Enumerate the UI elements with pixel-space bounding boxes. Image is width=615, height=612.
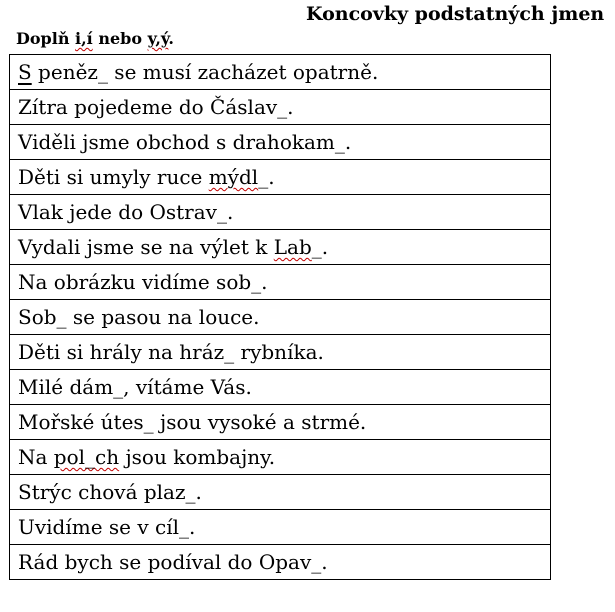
sentence-pre: Děti si hrály na hráz_ rybníka. xyxy=(18,340,324,364)
sentence-pre: Milé dám_, vítáme Vás. xyxy=(18,375,252,399)
sentence-pre: Rád bych se podíval do Opav_. xyxy=(18,550,328,574)
instruction-options-y: y,ý xyxy=(147,29,169,48)
sentence-cell[interactable] xyxy=(10,125,551,160)
sentence-cell[interactable] xyxy=(10,265,551,300)
sentence-pre: Sob_ se pasou na louce. xyxy=(18,305,260,329)
sentence-post: peněz_ se musí zacházet opatrně. xyxy=(31,60,379,84)
sentence-mark: Lab xyxy=(273,235,312,259)
sentence-cell[interactable] xyxy=(10,90,551,125)
sentence-post: _. xyxy=(311,235,329,259)
table-row xyxy=(10,195,551,230)
sentence-cell[interactable] xyxy=(10,440,551,475)
table-row xyxy=(10,265,551,300)
table-row xyxy=(10,160,551,195)
sentence-pre: Na obrázku vidíme sob_. xyxy=(18,270,268,294)
sentence-cell[interactable] xyxy=(10,545,551,580)
table-row xyxy=(10,90,551,125)
table-row xyxy=(10,370,551,405)
sentence-cell[interactable] xyxy=(10,195,551,230)
sentence-mark: S xyxy=(18,60,32,84)
table-row xyxy=(10,300,551,335)
table-row xyxy=(10,475,551,510)
sentence-cell[interactable] xyxy=(10,335,551,370)
sentence-cell[interactable] xyxy=(10,160,551,195)
instruction-middle: nebo xyxy=(92,29,148,48)
sentence-pre: Zítra pojedeme do Čáslav_. xyxy=(18,95,294,119)
sentence-cell[interactable] xyxy=(10,55,551,90)
exercise-table xyxy=(9,54,551,580)
sentence-cell[interactable] xyxy=(10,405,551,440)
instruction-suffix: . xyxy=(168,29,174,48)
table-row xyxy=(10,510,551,545)
sentence-pre: Na xyxy=(18,445,54,469)
sentence-cell[interactable] xyxy=(10,510,551,545)
sentence-pre: Strýc chová plaz_. xyxy=(18,480,202,504)
sentence-pre: Vlak jede do Ostrav_. xyxy=(18,200,234,224)
instruction-prefix: Doplň xyxy=(16,29,76,48)
table-row xyxy=(10,440,551,475)
table-row xyxy=(10,230,551,265)
sentence-cell[interactable] xyxy=(10,300,551,335)
sentence-pre: Mořské útes_ jsou vysoké a strmé. xyxy=(18,410,367,434)
page-title: Koncovky podstatných jmen xyxy=(306,3,605,25)
table-row xyxy=(10,55,551,90)
sentence-post: jsou kombajny. xyxy=(119,445,276,469)
sentence-pre: Děti si umyly ruce xyxy=(18,165,209,189)
sentence-cell[interactable] xyxy=(10,475,551,510)
sentence-pre: Uvidíme se v cíl_. xyxy=(18,515,196,539)
sentence-cell[interactable] xyxy=(10,230,551,265)
sentence-pre: Vydali jsme se na výlet k xyxy=(18,235,274,259)
sentence-mark: mýdl xyxy=(208,165,259,189)
table-row xyxy=(10,545,551,580)
sentence-pre: Viděli jsme obchod s drahokam_. xyxy=(18,130,352,154)
table-row xyxy=(10,125,551,160)
sentence-mark: pol_ch xyxy=(53,445,120,469)
table-row xyxy=(10,335,551,370)
instruction xyxy=(16,29,174,49)
instruction-options-i: i,í xyxy=(75,29,93,48)
sentence-post: _. xyxy=(258,165,275,189)
sentence-cell[interactable] xyxy=(10,370,551,405)
table-row xyxy=(10,405,551,440)
